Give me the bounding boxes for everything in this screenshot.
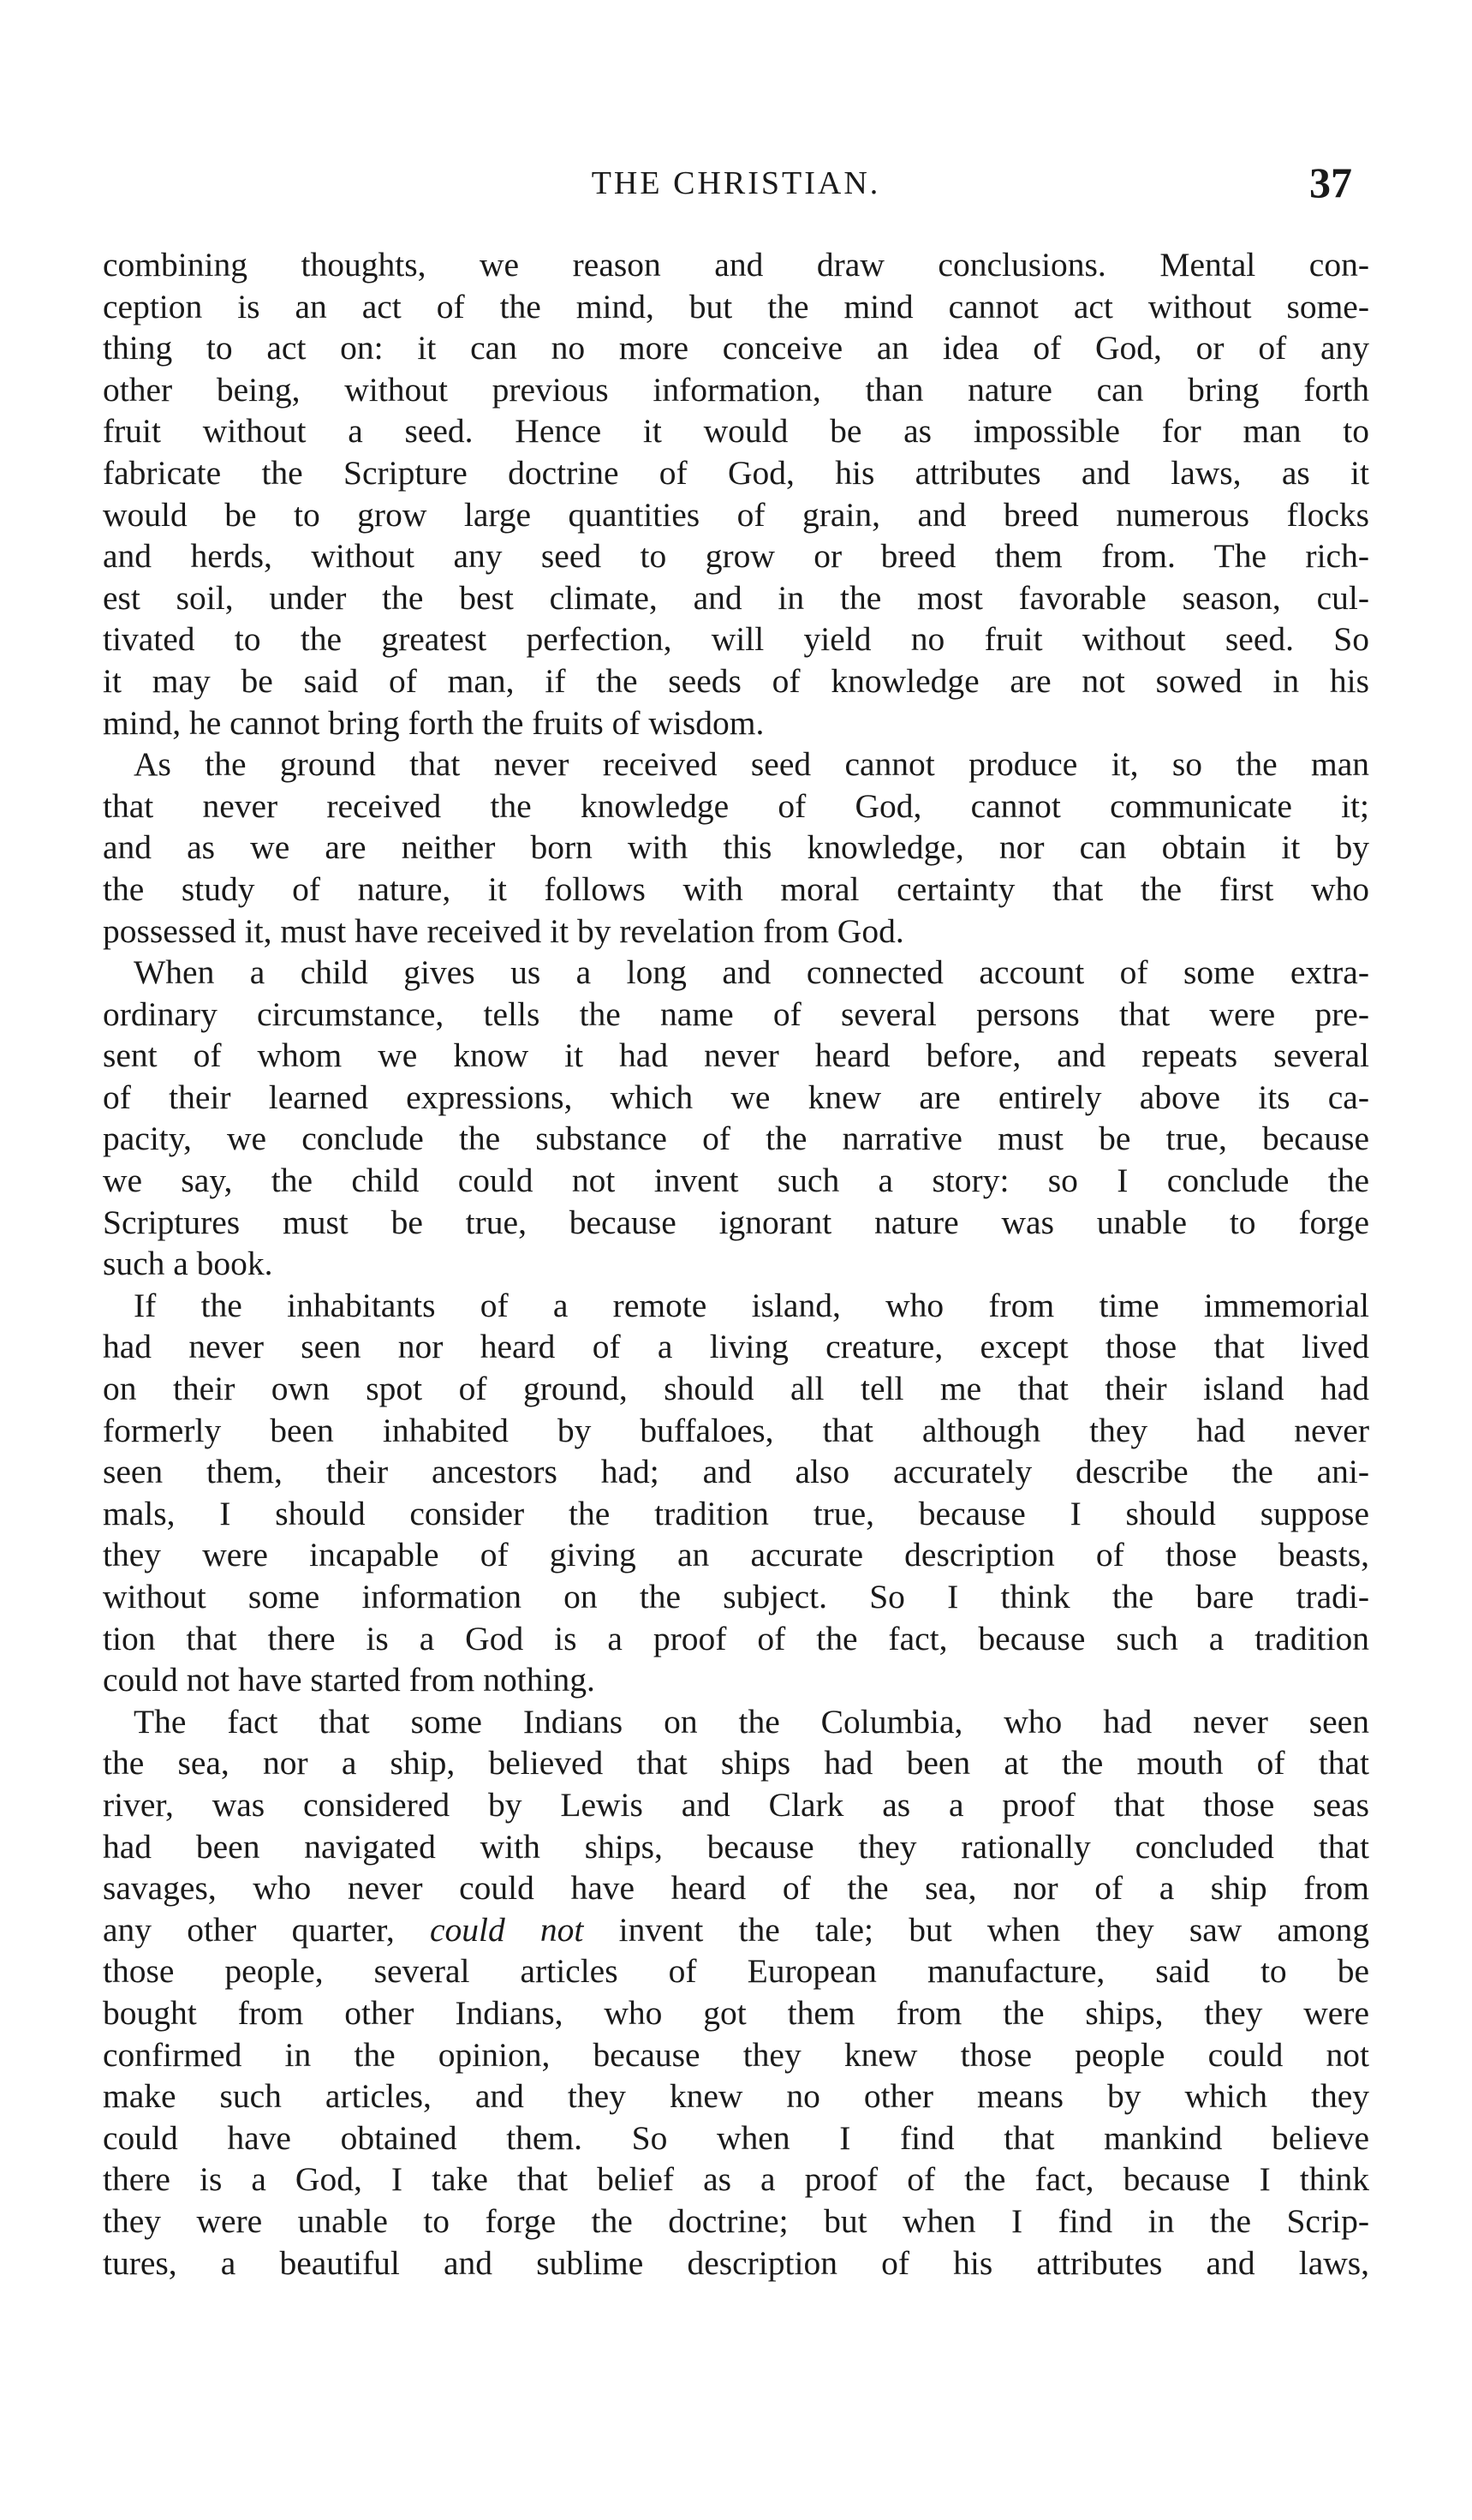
text-line: they were incapable of giving an accurate description of those beasts, — [103, 1536, 1369, 1574]
text-line: make such articles, and they knew no other means by which they — [103, 2077, 1369, 2116]
text-line: fabricate the Scripture doctrine of God, his attributes and laws, as it — [103, 453, 1369, 492]
text-line: river, was considered by Lewis and Clark as a proof that those seas — [103, 1785, 1369, 1824]
text-line: it may be said of man, if the seeds of knowledge are not sowed in his — [103, 661, 1369, 700]
italic-emphasis: could not — [429, 1910, 584, 1949]
text-line: we say, the child could not invent such a story: so I conclude the — [103, 1161, 1369, 1200]
text-line: the sea, nor a ship, believed that ships had been at the mouth of that — [103, 1744, 1369, 1783]
text-segment: invent the tale; but when they saw among — [583, 1910, 1369, 1949]
text-line: on their own spot of ground, should all tell me that their island had — [103, 1370, 1369, 1408]
text-line: other being, without previous information, than nature can bring forth — [103, 370, 1369, 409]
text-line: fruit without a seed. Hence it would be as impossible for man to — [103, 412, 1369, 451]
body-text — [103, 244, 1369, 2284]
text-line: ordinary circumstance, tells the name of several persons that were pre- — [103, 994, 1369, 1033]
text-line: ception is an act of the mind, but the mind cannot act without some- — [103, 287, 1369, 325]
text-line: confirmed in the opinion, because they knew those people could not — [103, 2035, 1369, 2074]
paragraph-1 — [103, 244, 1369, 743]
text-line: pacity, we conclude the substance of the narrative must be true, because — [103, 1120, 1369, 1158]
text-line: without some information on the subject. So I think the bare tradi- — [103, 1578, 1369, 1615]
text-line: formerly been inhabited by buffaloes, that although they had never — [103, 1411, 1369, 1449]
text-line: and as we are neither born with this knowledge, nor can obtain it by — [103, 828, 1369, 867]
text-line: thing to act on: it can no more conceive an idea of God, or of any — [103, 329, 1369, 367]
text-line: had never seen nor heard of a living creature, except those that lived — [103, 1328, 1369, 1366]
paragraph-4 — [103, 1285, 1369, 1701]
paragraph-3 — [103, 952, 1369, 1285]
page-number: 37 — [1309, 158, 1352, 206]
text-segment: any other quarter, — [103, 1910, 430, 1949]
text-line: mals, I should consider the tradition true, because I should suppose — [103, 1494, 1369, 1532]
text-line: Scriptures must be true, because ignorant nature was unable to forge — [103, 1203, 1369, 1241]
text-line-with-italic — [103, 1909, 1369, 1951]
text-line: As the ground that never received seed cannot produce it, so the man — [134, 745, 1369, 784]
running-head — [103, 158, 1369, 207]
text-line: such a book. — [103, 1245, 273, 1283]
text-line: those people, several articles of European manufacture, said to be — [103, 1952, 1369, 1991]
text-line: bought from other Indians, who got them from the ships, they were — [103, 1993, 1369, 2032]
text-line: would be to grow large quantities of grain, and breed numerous flocks — [103, 495, 1369, 534]
text-line: they were unable to forge the doctrine; but when I find in the Scrip- — [103, 2201, 1369, 2240]
paragraph-5 — [103, 1701, 1369, 2284]
text-line: If the inhabitants of a remote island, who from time immemorial — [134, 1286, 1369, 1324]
text-line: The fact that some Indians on the Columbia, who had never seen — [134, 1702, 1369, 1741]
text-line: est soil, under the best climate, and in the most favorable season, cul- — [103, 578, 1369, 617]
text-line: could have obtained them. So when I find that mankind believe — [103, 2118, 1369, 2157]
text-line: tures, a beautiful and sublime description of his attributes and laws, — [103, 2243, 1369, 2282]
text-line: mind, he cannot bring forth the fruits of wisdom. — [103, 703, 765, 742]
text-line: could not have started from nothing. — [103, 1661, 595, 1699]
text-line: When a child gives us a long and connected account of some extra- — [134, 953, 1369, 992]
text-line: tion that there is a God is a proof of the fact, because such a tradition — [103, 1619, 1369, 1657]
text-line: that never received the knowledge of God, cannot communicate it; — [103, 786, 1369, 825]
text-line: possessed it, must have received it by revelation from God. — [103, 911, 904, 950]
text-line: of their learned expressions, which we knew are entirely above its ca- — [103, 1078, 1369, 1116]
paragraph-2 — [103, 743, 1369, 952]
text-line: had been navigated with ships, because they rationally concluded that — [103, 1827, 1369, 1866]
text-line: tivated to the greatest perfection, will yield no fruit without seed. So — [103, 620, 1369, 659]
text-line: and herds, without any seed to grow or breed them from. The rich- — [103, 537, 1369, 576]
text-line: sent of whom we know it had never heard before, and repeats several — [103, 1036, 1369, 1075]
text-line: the study of nature, it follows with moral certainty that the first who — [103, 869, 1369, 908]
running-title: THE CHRISTIAN. — [591, 165, 881, 201]
text-line: there is a God, I take that belief as a proof of the fact, because I think — [103, 2160, 1369, 2199]
text-line: seen them, their ancestors had; and also accurately describe the ani- — [103, 1453, 1369, 1491]
text-line: combining thoughts, we reason and draw conclusions. Mental con- — [103, 246, 1369, 284]
text-line: savages, who never could have heard of the sea, nor of a ship from — [103, 1869, 1369, 1908]
